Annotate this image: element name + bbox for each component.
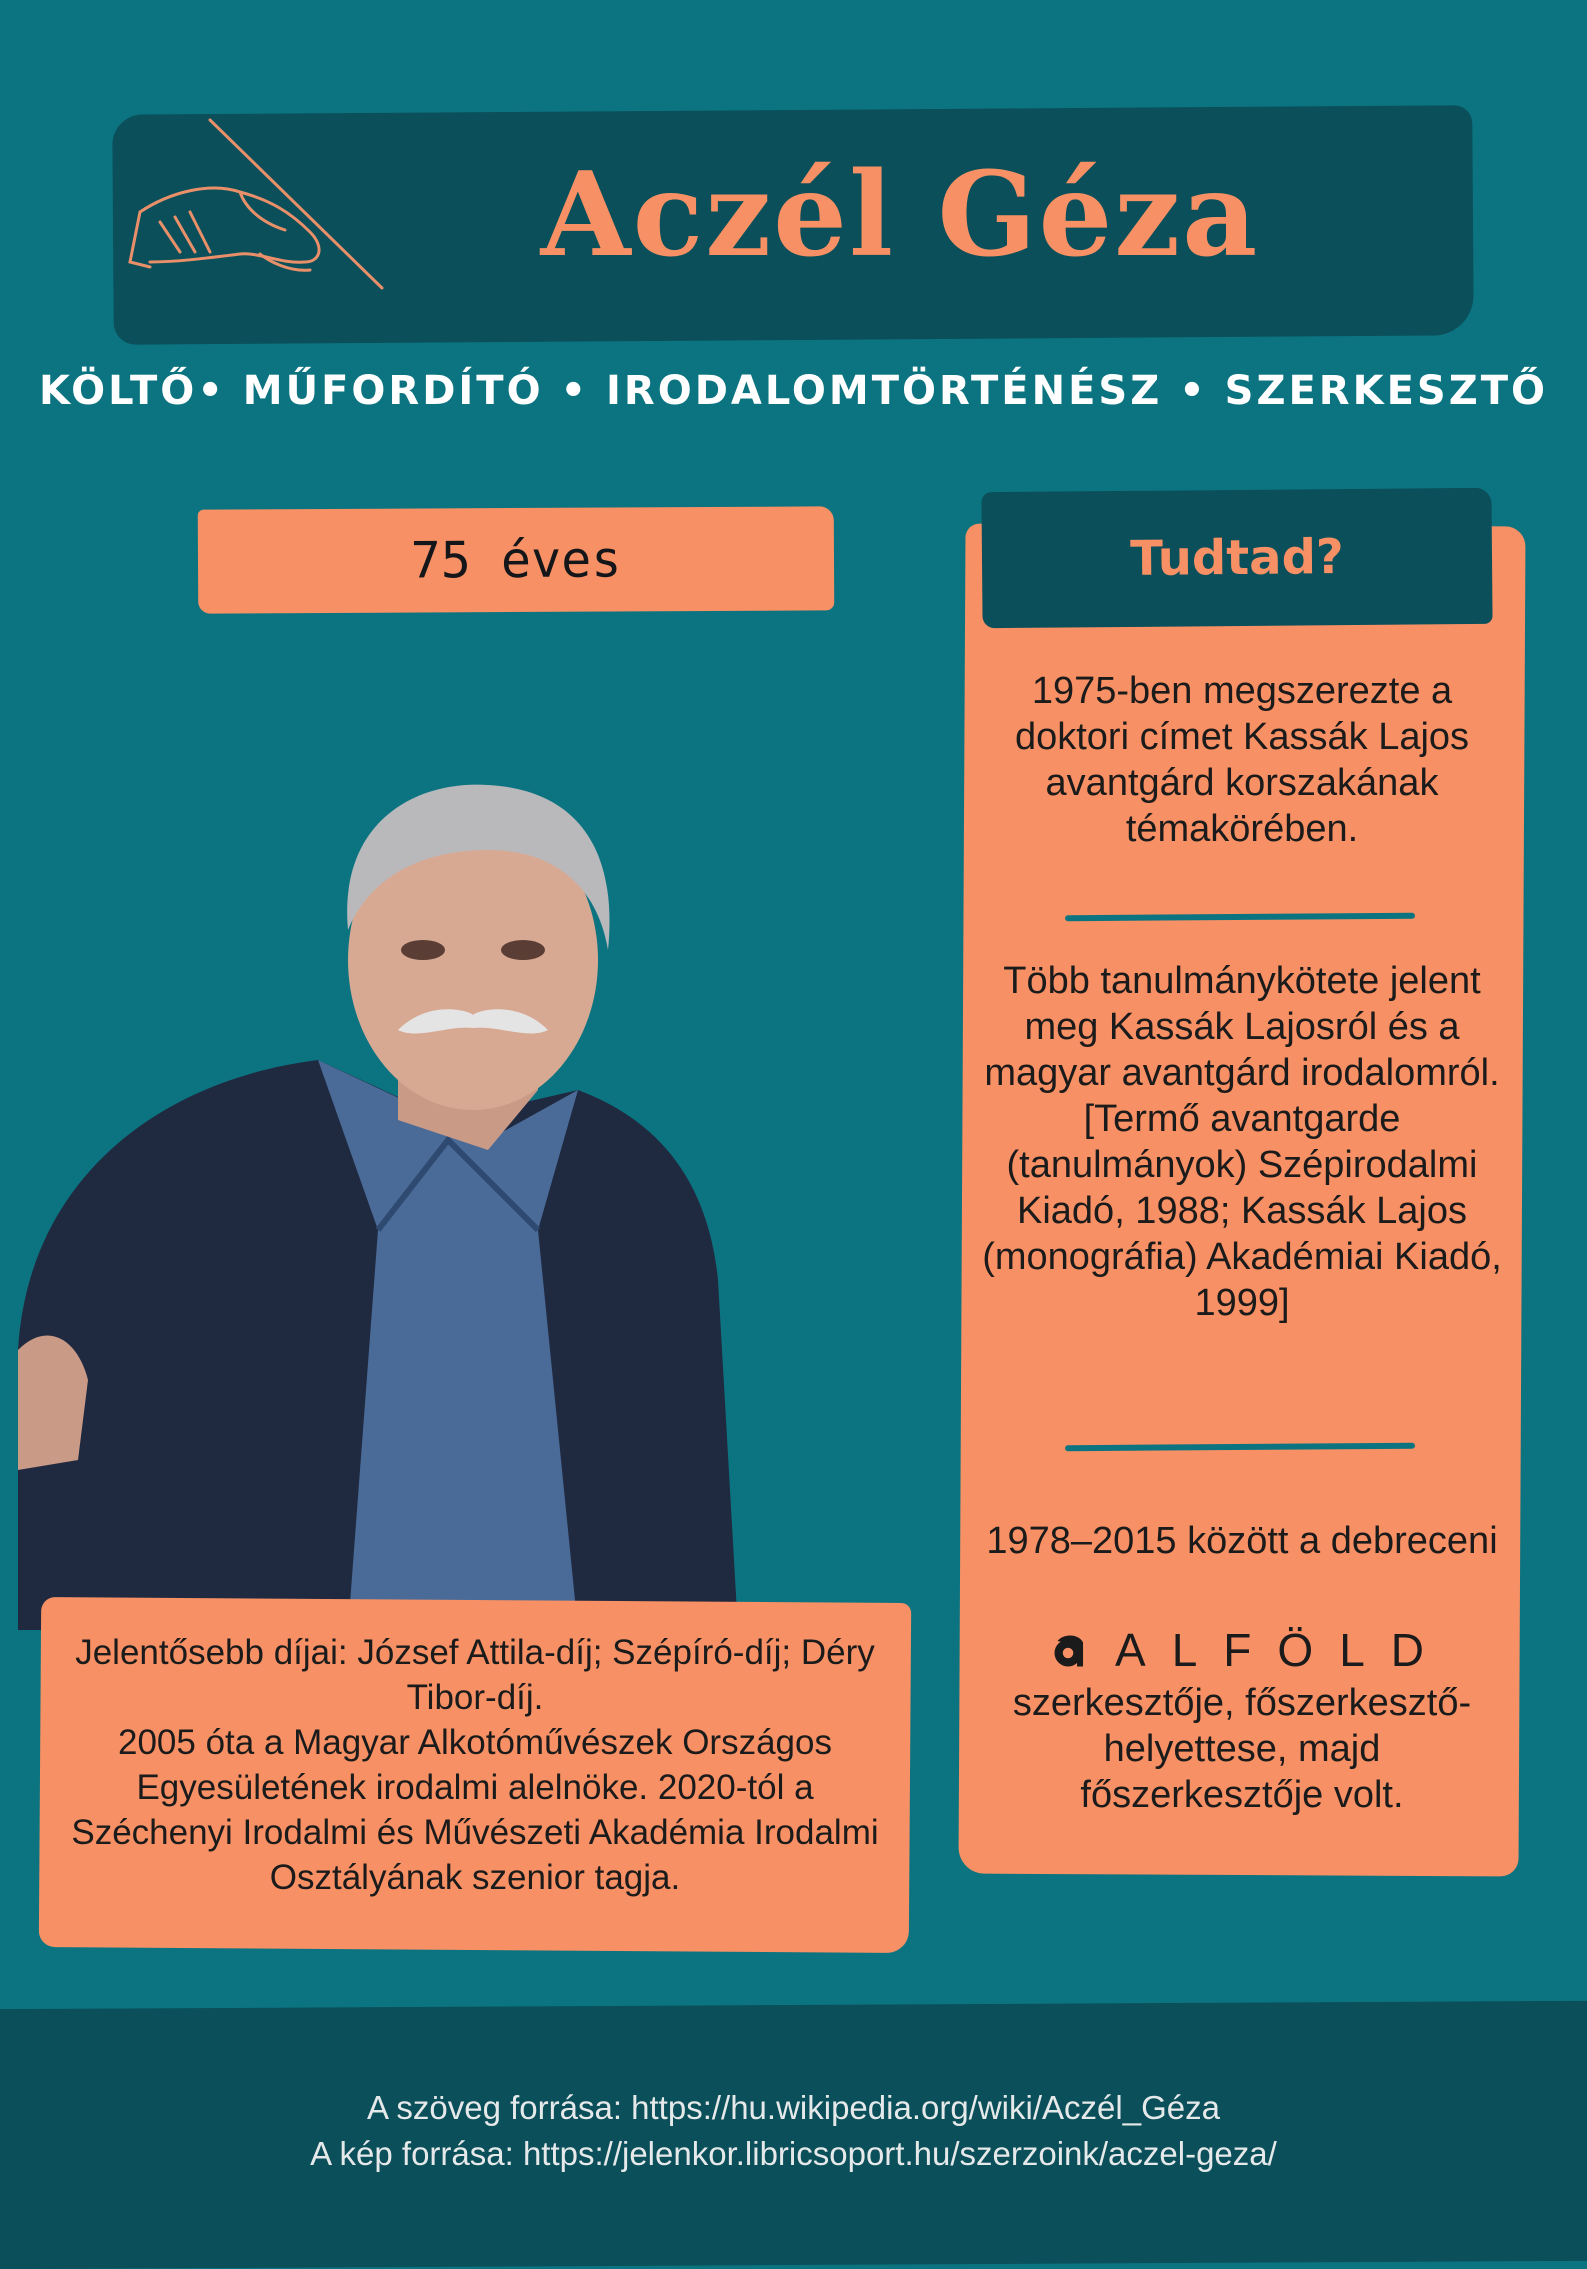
page-title: Aczél Géza [540,147,1260,283]
footer-sources [0,2085,1587,2177]
age-badge [198,506,835,613]
pen-hand-icon [120,112,400,302]
age-label: 75 éves [410,530,622,590]
did-you-know-title: Tudtad? [1129,529,1345,587]
fact-doctorate: 1975-ben megszerezte a doktori címet Kassák Lajos avantgárd korszakának témakörében. [1014,670,1470,850]
alfold-logo-text: ALFÖLD [1115,1624,1450,1676]
fact-publications: Több tanulmánykötete jelent meg Kassák Lajosról és a magyar avantgárd irodalomról. [Termő avantgarde (tanulmányok) Szépirodalmi Kiadó, 1988; Kassák Lajos (monográfia) Akadémiai Kiadó, 1999] [982,960,1502,1324]
portrait-photo [18,760,928,1630]
alfold-logo-mark-icon [1050,1624,1089,1676]
fact-editor-roles: szerkesztője, főszerkesztő-helyettese, majd főszerkesztője volt. [1012,1682,1472,1816]
awards-text [60,1630,890,1900]
image-source-link[interactable]: A kép forrása: https://jelenkor.libricsoport.hu/szerzoink/aczel-geza/ [310,2135,1277,2172]
text-source-link[interactable]: A szöveg forrása: https://hu.wikipedia.org/wiki/Aczél_Géza [367,2089,1220,2126]
awards-positions: 2005 óta a Magyar Alkotóművészek Országos Egyesületének irodalmi alelnöke. 2020-tól a Széchenyi Irodalmi és Művészeti Akadémia Irodalmi Osztályának szenior tagja. [71,1723,879,1897]
occupations-subtitle: KÖLTŐ• MŰFORDÍTÓ • IRODALOMTÖRTÉNÉSZ • SZERKESZTŐ [38,368,1549,414]
did-you-know-header [981,488,1492,628]
alfold-logo [1050,1620,1450,1680]
awards-prizes: Jelentősebb díjai: József Attila-díj; Szépíró-díj; Déry Tibor-díj. [75,1633,875,1717]
fact-editor-intro: 1978–2015 között a debreceni [986,1520,1498,1562]
